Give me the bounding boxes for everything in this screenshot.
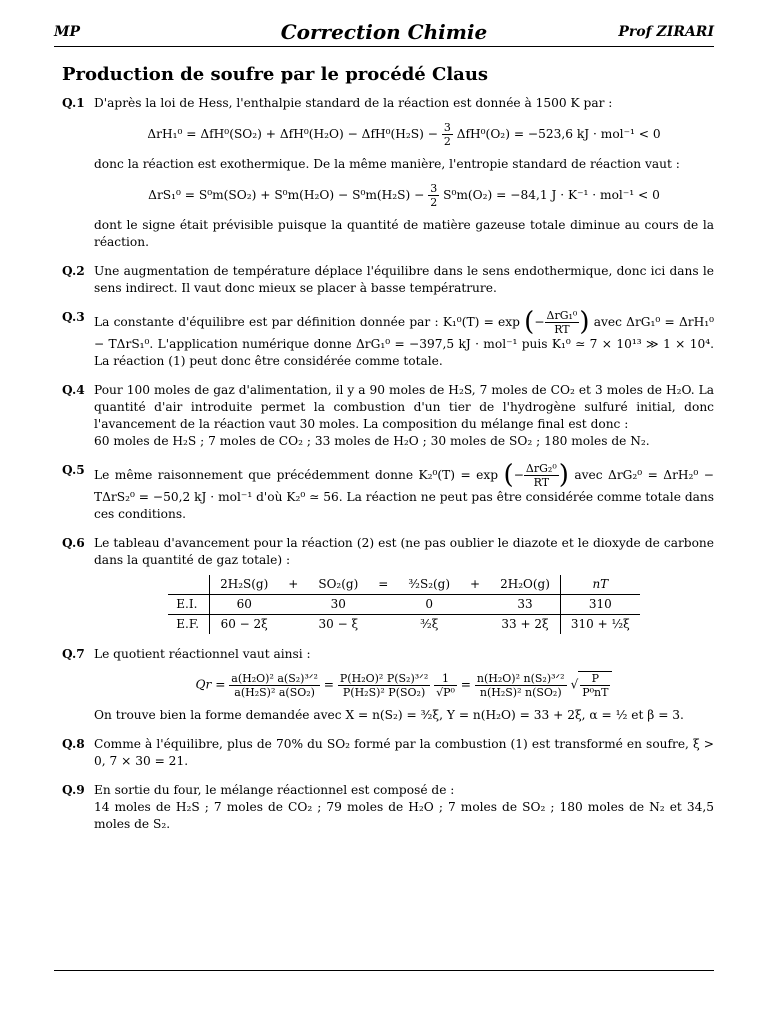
question-text: donc la réaction est exothermique. De la même manière, l'entropie standard de réaction vaut :: [94, 157, 680, 171]
table-cell: [368, 615, 398, 635]
question-7: [62, 646, 714, 724]
table-row: [168, 595, 639, 615]
fraction: [475, 672, 567, 699]
composition-line: 60 moles de H₂S ; 7 moles de CO₂ ; 33 moles de H₂O ; 30 moles de SO₂ ; 180 moles de N₂.: [94, 434, 650, 448]
question-text: En sortie du four, le mélange réactionnel est composé de :: [94, 783, 455, 797]
question-label: Q.9: [62, 783, 85, 797]
fraction-num: 3: [443, 121, 451, 134]
fraction-den: a(H₂S)² a(SO₂): [234, 685, 315, 699]
fraction-den: P(H₂S)² P(SO₂): [342, 685, 426, 699]
table-cell: 30 − ξ: [318, 617, 359, 631]
table-cell: [460, 595, 490, 615]
table-cell: 33 + 2ξ: [490, 615, 560, 635]
fraction-den: RT: [533, 476, 550, 489]
question-4: [62, 382, 714, 450]
table-cell: E.I.: [168, 595, 209, 615]
question-text: D'après la loi de Hess, l'enthalpie standard de la réaction est donnée à 1500 K par :: [94, 96, 613, 110]
table-cell: 60 − 2ξ: [220, 617, 268, 631]
fraction-den: 2: [430, 196, 438, 209]
fraction-num: ΔrG₁⁰: [546, 309, 578, 322]
fraction: [442, 121, 453, 148]
fraction-den: RT: [554, 323, 570, 336]
table-cell: 60: [210, 595, 279, 615]
question-label: Q.5: [62, 463, 85, 477]
text-part: La constante d'équilibre est par définition donnée par : K₁⁰(T) = exp: [94, 315, 520, 329]
equation-quotient: Qr = $\frac{\text{a(H₂O)² a(S₂)³ᐟ²}}{\text{a(H₂S)² a(SO₂)}}$ = $\frac{\text{P(H₂O)² P(S₂)³ᐟ²}}{\text{P(H₂S)² P(SO₂)}}$ $\frac{1}{\text{√P⁰}}$ = $\frac{\text{n(H₂O)² n(S₂)³ᐟ²}}{\text{n(H₂S)² n(SO₂)}}$ √ $\frac{P}{\text{P⁰nT}}$: [94, 671, 714, 699]
composition-line: 14 moles de H₂S ; 7 moles de CO₂ ; 79 moles de H₂O ; 7 moles de SO₂ ; 180 moles de N₂ et 34,5 moles de S₂.: [94, 800, 714, 831]
text-part: avec ΔrG₁⁰ = ΔrH₁⁰ − TΔrS₁⁰. L'application numérique donne ΔrG₁⁰ = −397,5 kJ · mol⁻¹ puis K₁⁰ ≃ 7 × 10¹³ ≫ 1 × 10⁴. La réaction (1) peut donc être considérée comme totale.: [94, 315, 715, 368]
fraction-num: P: [580, 672, 610, 686]
question-5: [62, 462, 714, 523]
header-rule: [54, 46, 714, 47]
fraction: [580, 672, 610, 699]
progress-table: [168, 575, 639, 634]
equation-entropy: [94, 181, 714, 209]
eq-lhs: ΔrH₁⁰ = ΔfH⁰(SO₂) + ΔfH⁰(H₂O) − ΔfH⁰(H₂S) −: [147, 127, 438, 141]
fraction: [229, 672, 320, 699]
table-cell: ³⁄₂S₂(g): [398, 575, 460, 595]
question-label: Q.2: [62, 264, 85, 278]
fraction-den: n(H₂S)² n(SO₂): [479, 685, 562, 699]
left-paren: (: [524, 307, 535, 337]
question-text: Pour 100 moles de gaz d'alimentation, il y a 90 moles de H₂S, 7 moles de CO₂ et 3 moles de H₂O. La quantité d'air introduite permet la combustion d'un tier de l'hydrogène sulfuré initial, donc l'avancement de la réaction vaut 30 moles. La composition du mélange final est donc :: [94, 383, 714, 431]
equation-enthalpy: [94, 120, 714, 148]
table-cell: [460, 615, 490, 635]
question-1: [62, 95, 714, 251]
question-2: [62, 263, 714, 297]
fraction-den: 2: [443, 135, 451, 148]
fraction-num: ΔrG₂⁰: [525, 462, 557, 475]
table-header-row: [168, 575, 639, 595]
question-label: Q.7: [62, 647, 85, 661]
question-label: Q.1: [62, 96, 85, 110]
question-text: Comme à l'équilibre, plus de 70% du SO₂ formé par la combustion (1) est transformé en soufre, ξ > 0, 7 × 30 = 21.: [94, 737, 714, 768]
header-class: MP: [54, 24, 81, 40]
question-label: Q.4: [62, 383, 85, 397]
table-cell: 0: [398, 595, 460, 615]
question-label: Q.8: [62, 737, 85, 751]
eq-rhs: ΔfH⁰(O₂) = −523,6 kJ · mol⁻¹ < 0: [456, 127, 661, 141]
question-9: [62, 782, 714, 833]
header-author: Prof ZIRARI: [618, 24, 714, 40]
question-8: [62, 736, 714, 770]
table-cell: 2H₂S(g): [210, 575, 279, 595]
fraction: [545, 309, 580, 336]
fraction: [524, 462, 559, 489]
fraction: [428, 182, 439, 209]
table-cell: SO₂(g): [308, 575, 368, 595]
table-cell: [278, 615, 308, 635]
fraction-num: 1: [434, 672, 457, 686]
table-row: [168, 615, 639, 635]
fraction-den: P⁰nT: [582, 686, 609, 699]
fraction: [434, 672, 457, 699]
question-label: Q.3: [62, 310, 85, 324]
fraction-num: n(H₂O)² n(S₂)³ᐟ²: [476, 671, 565, 685]
right-paren: ): [558, 460, 569, 490]
fraction-num: a(H₂O)² a(S₂)³ᐟ²: [231, 671, 318, 685]
table-cell: 33: [490, 595, 560, 615]
eq-lhs: Qr =: [195, 677, 226, 692]
fraction: [338, 672, 430, 699]
text-part: Le même raisonnement que précédemment donne K₂⁰(T) = exp: [94, 468, 499, 482]
eq-rhs: S⁰m(O₂) = −84,1 J · K⁻¹ · mol⁻¹ < 0: [443, 188, 660, 202]
table-cell: ³⁄₂ξ: [420, 617, 439, 631]
table-cell: +: [278, 575, 308, 595]
table-cell: E.F.: [168, 615, 209, 635]
right-paren: ): [579, 307, 590, 337]
document-body: [62, 66, 714, 845]
table-cell: 310: [560, 595, 639, 615]
left-paren: (: [503, 460, 514, 490]
question-text: dont le signe était prévisible puisque la quantité de matière gazeuse totale diminue au cours de la réaction.: [94, 218, 714, 249]
footer-rule: [54, 970, 714, 971]
eq-lhs: ΔrS₁⁰ = S⁰m(SO₂) + S⁰m(H₂O) − S⁰m(H₂S) −: [148, 188, 425, 202]
text-part: avec ΔrG₂⁰ = ΔrH₂⁰ − TΔrS₂⁰ = −50,2 kJ · mol⁻¹ d'où K₂⁰ ≃ 56. La réaction ne peut pas être considérée comme totale dans ces conditions.: [94, 468, 714, 521]
sqrt-body: [578, 671, 612, 699]
question-text: La constante d'équilibre est par définition donnée par : K₁⁰(T) = exp (− $\frac{\text{ΔrG₁⁰}}{RT}$ ) avec ΔrG₁⁰ = ΔrH₁⁰ − TΔrS₁⁰. L'application numérique donne ΔrG₁⁰ = −397,5 kJ · mol⁻¹ puis K₁⁰ ≃ 7 × 10¹³ ≫ 1 × 10⁴. La réaction (1) peut donc être considérée comme totale.: [94, 307, 715, 368]
question-text: Le tableau d'avancement pour la réaction (2) est (ne pas oublier le diazote et le dioxyde de carbone dans la quantité de gaz totale) :: [94, 536, 714, 567]
table-cell: 310 + ½ξ: [570, 617, 630, 631]
fraction-num: P(H₂O)² P(S₂)³ᐟ²: [339, 671, 429, 685]
section-title: Production de soufre par le procédé Claus: [62, 64, 489, 85]
question-text: On trouve bien la forme demandée avec X = n(S₂) = ³⁄₂ξ, Y = n(H₂O) = 33 + 2ξ, α = ½ et β = 3.: [94, 708, 684, 722]
question-3: [62, 309, 714, 370]
question-6: [62, 535, 714, 634]
question-text: Le même raisonnement que précédemment donne K₂⁰(T) = exp (− $\frac{\text{ΔrG₂⁰}}{RT}$ ) avec ΔrG₂⁰ = ΔrH₂⁰ − TΔrS₂⁰ = −50,2 kJ · mol⁻¹ d'où K₂⁰ ≃ 56. La réaction ne peut pas être considérée comme totale dans ces conditions.: [94, 460, 714, 521]
table-cell: 30: [308, 595, 368, 615]
table-cell: [168, 575, 209, 595]
sqrt-sign: √: [570, 677, 579, 692]
question-text: Une augmentation de température déplace l'équilibre dans le sens endothermique, donc ici dans le sens indirect. Il vaut donc mieux se placer à basse températrure.: [94, 264, 714, 295]
table-cell: [368, 595, 398, 615]
table-cell: [278, 595, 308, 615]
question-text: Le quotient réactionnel vaut ainsi :: [94, 647, 311, 661]
header-title: Correction Chimie: [280, 20, 488, 44]
fraction-den: √P⁰: [436, 685, 455, 699]
fraction-num: 3: [430, 182, 438, 195]
page-header: [54, 20, 714, 46]
table-cell: 2H₂O(g): [490, 575, 560, 595]
table-cell: nT: [560, 575, 639, 595]
question-label: Q.6: [62, 536, 85, 550]
table-cell: =: [368, 575, 398, 595]
table-cell: +: [460, 575, 490, 595]
